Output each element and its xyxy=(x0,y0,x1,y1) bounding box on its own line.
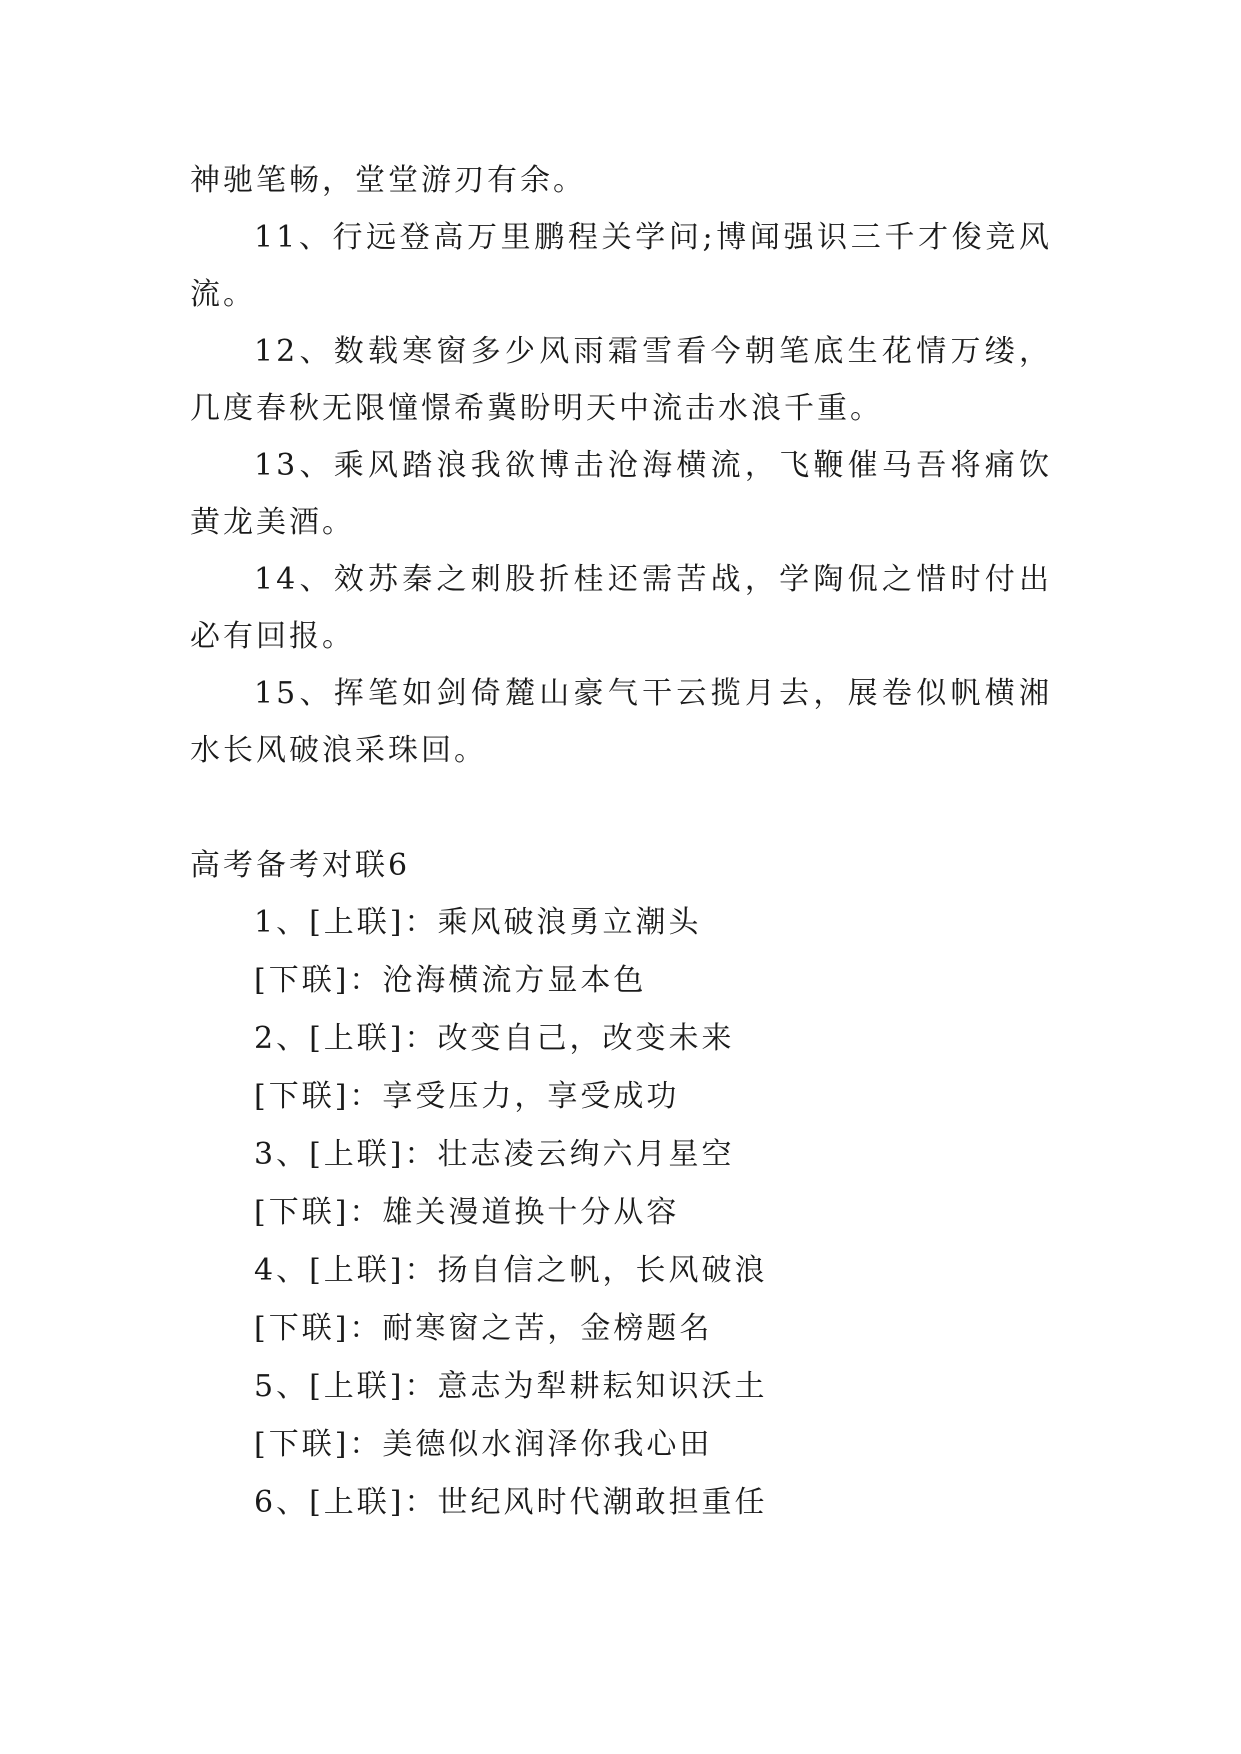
paragraph-couplet-13: 13、乘风踏浪我欲博击沧海横流，飞鞭催马吾将痛饮黄龙美酒。 xyxy=(190,448,1052,540)
paragraph-couplet-14: 14、效苏秦之刺股折桂还需苦战，学陶侃之惜时付出必有回报。 xyxy=(190,562,1052,654)
paragraph-couplet-11: 11、行远登高万里鹏程关学问;博闻强识三千才俊竞风流。 xyxy=(190,220,1052,312)
document-body xyxy=(190,152,1052,1532)
couplet-line-2-upper: 2、[上联]：改变自己，改变未来 xyxy=(254,1021,735,1056)
couplet-line-5-upper: 5、[上联]：意志为犁耕耘知识沃土 xyxy=(254,1369,768,1404)
couplet-line-5-lower: [下联]：美德似水润泽你我心田 xyxy=(254,1427,713,1462)
couplet-line-2-lower: [下联]：享受压力，享受成功 xyxy=(254,1079,680,1114)
paragraph-couplet-15: 15、挥笔如剑倚麓山豪气干云揽月去，展卷似帆横湘水长风破浪采珠回。 xyxy=(190,676,1052,768)
couplet-line-1-upper: 1、[上联]：乘风破浪勇立潮头 xyxy=(254,905,702,940)
section-heading: 高考备考对联6 xyxy=(190,848,411,883)
couplet-line-4-upper: 4、[上联]：扬自信之帆，长风破浪 xyxy=(254,1253,768,1288)
couplet-line-3-lower: [下联]：雄关漫道换十分从容 xyxy=(254,1195,680,1230)
couplet-line-1-lower: [下联]：沧海横流方显本色 xyxy=(254,963,647,998)
couplet-line-3-upper: 3、[上联]：壮志凌云绚六月星空 xyxy=(254,1137,735,1172)
couplet-line-6-upper: 6、[上联]：世纪风时代潮敢担重任 xyxy=(254,1485,768,1520)
paragraph-continuation: 神驰笔畅，堂堂游刃有余。 xyxy=(190,163,586,198)
paragraph-couplet-12: 12、数载寒窗多少风雨霜雪看今朝笔底生花情万缕，几度春秋无限憧憬希冀盼明天中流击水浪千重。 xyxy=(190,334,1052,426)
couplet-line-4-lower: [下联]：耐寒窗之苦，金榜题名 xyxy=(254,1311,713,1346)
